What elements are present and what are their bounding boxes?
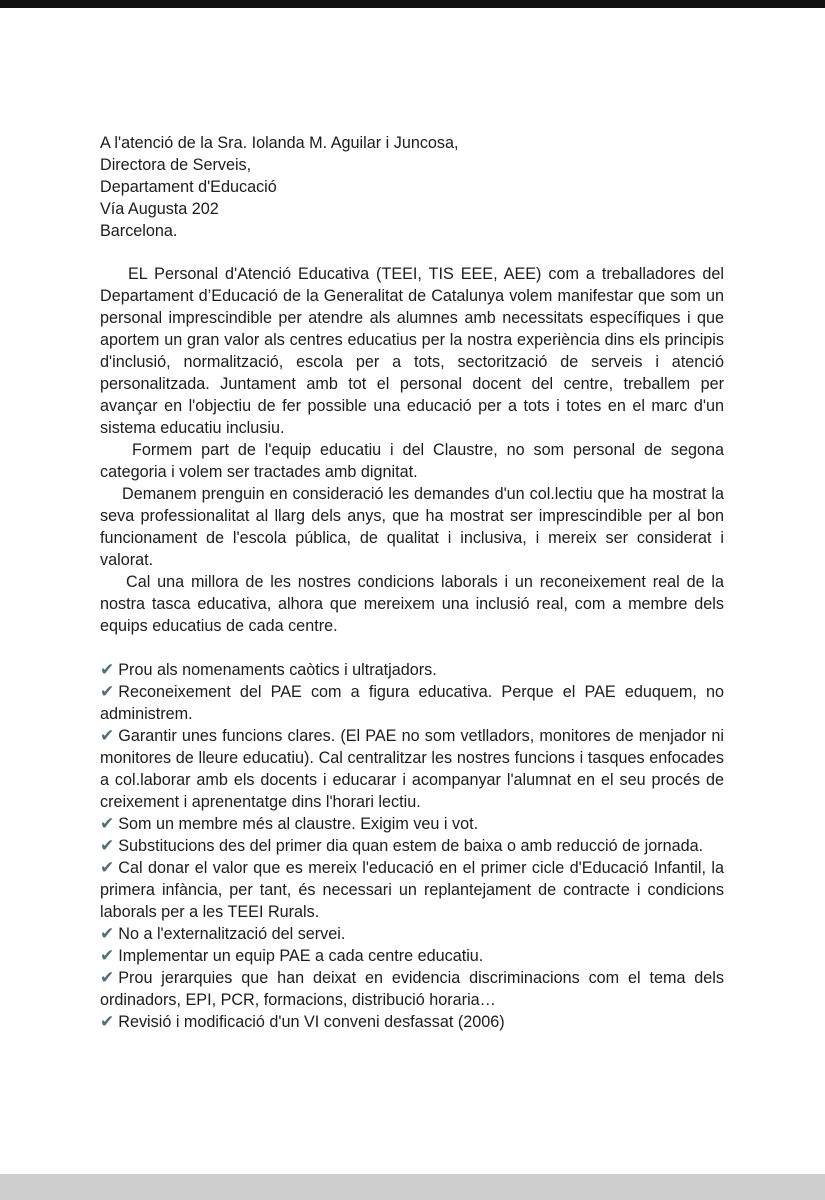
check-mark-icon: ✔ [100, 660, 115, 679]
demand-text: Garantir unes funcions clares. (El PAE no som vetlladors, monitores de menjador ni monitores de lleure educatiu). Cal centralitzar les nostres funcions i tasques enfocades a col.laborar amb els docents i educarar i acompanyar l'alumnat en el seu procés de creixement i aprenentatge dins l'horari lectiu. [100, 727, 724, 811]
letter-page [100, 132, 724, 1033]
check-mark-icon: ✔ [100, 836, 115, 855]
demand-item [100, 923, 724, 945]
demand-text: Prou als nomenaments caòtics i ultratjadors. [118, 661, 437, 679]
check-mark-icon: ✔ [100, 924, 115, 943]
top-edge-bar [0, 0, 825, 8]
demand-item [100, 725, 724, 813]
check-mark-icon: ✔ [100, 1012, 115, 1031]
demand-item [100, 857, 724, 923]
body-paragraph: Demanem prenguin en consideració les demandes d'un col.lectiu que ha mostrat la seva professionalitat al llarg dels anys, que ha mostrat ser imprescindible per al bon funcionament de l'escola pública, de qualitat i inclusiva, i mereix ser considerat i valorat. [100, 485, 724, 569]
address-line: Departament d'Educació [100, 178, 277, 196]
demand-text: Substitucions des del primer dia quan estem de baixa o amb reducció de jornada. [118, 837, 704, 855]
address-line: Barcelona. [100, 222, 178, 240]
body-paragraph: Formem part de l'equip educatiu i del Claustre, no som personal de segona categoria i volem ser tractades amb dignitat. [100, 441, 724, 481]
recipient-address [100, 132, 724, 242]
demand-text: Som un membre més al claustre. Exigim veu i vot. [118, 815, 479, 833]
demand-item [100, 967, 724, 1011]
address-line: A l'atenció de la Sra. Iolanda M. Aguilar i Juncosa, [100, 134, 459, 152]
demand-text: Revisió i modificació d'un VI conveni desfassat (2006) [118, 1013, 505, 1031]
demand-text: No a l'externalització del servei. [118, 925, 346, 943]
demand-text: Reconeixement del PAE com a figura educativa. Perque el PAE eduquem, no administrem. [100, 683, 724, 723]
demands-list [100, 659, 724, 1033]
check-mark-icon: ✔ [100, 968, 115, 987]
check-mark-icon: ✔ [100, 814, 115, 833]
demand-item [100, 681, 724, 725]
check-mark-icon: ✔ [100, 682, 115, 701]
address-line: Directora de Serveis, [100, 156, 252, 174]
demand-text: Prou jerarquies que han deixat en evidencia discriminacions com el tema dels ordinadors, EPI, PCR, formacions, distribució horaria… [100, 969, 724, 1009]
letter-body [100, 263, 724, 637]
body-paragraph: EL Personal d'Atenció Educativa (TEEI, TIS EEE, AEE) com a treballadores del Departament d’Educació de la Generalitat de Catalunya volem manifestar que som un personal imprescindible per atendre als alumnes amb necessitats específiques i que aportem un gran valor als centres educatius per la nostra experiència dins els principis d'inclusió, normalització, escola per a tots, sectorització de serveis i atenció personalitzada. Juntament amb tot el personal docent del centre, treballem per avançar en l'objectiu de fer possible una educació per a tots i totes en el marc d'un sistema educatiu inclusiu. [100, 265, 724, 437]
address-line: Vía Augusta 202 [100, 200, 219, 218]
demand-item [100, 813, 724, 835]
body-paragraph: Cal una millora de les nostres condicions laborals i un reconeixement real de la nostra tasca educativa, alhora que mereixem una inclusió real, com a membre dels equips educatius de cada centre. [100, 573, 724, 635]
demand-item [100, 835, 724, 857]
check-mark-icon: ✔ [100, 946, 115, 965]
bottom-edge-bar [0, 1174, 825, 1200]
demand-item [100, 659, 724, 681]
check-mark-icon: ✔ [100, 858, 115, 877]
check-mark-icon: ✔ [100, 726, 115, 745]
demand-item [100, 1011, 724, 1033]
demand-text: Cal donar el valor que es mereix l'educació en el primer cicle d'Educació Infantil, la primera infància, per tant, és necessari un replantejament de contracte i condicions laborals per a les TEEI Rurals. [100, 859, 724, 921]
demand-item [100, 945, 724, 967]
demand-text: Implementar un equip PAE a cada centre educatiu. [118, 947, 484, 965]
